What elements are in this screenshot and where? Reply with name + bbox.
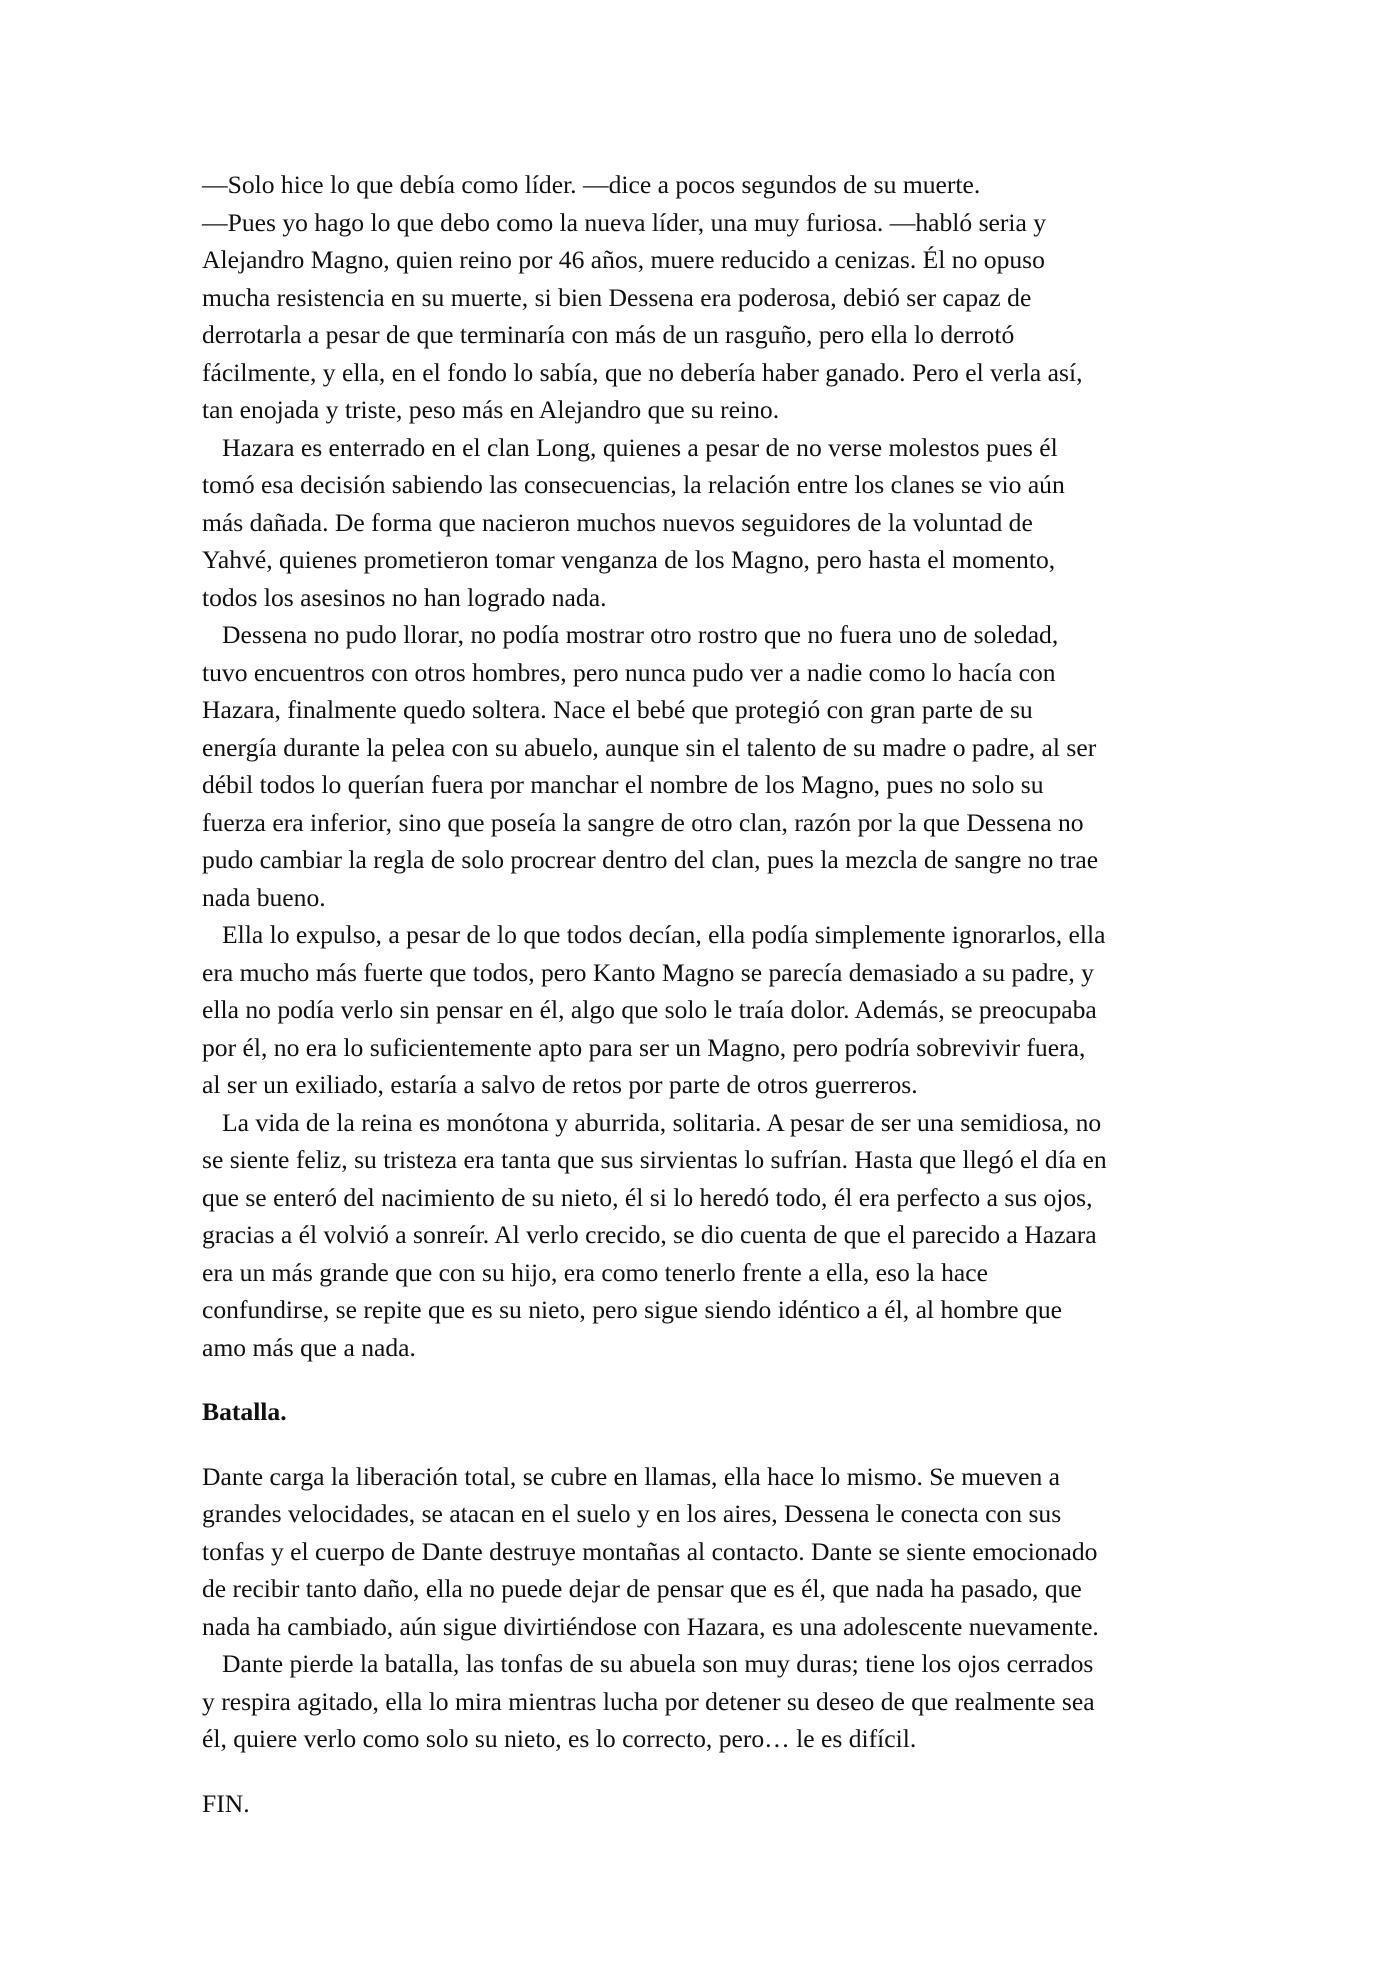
text-line: tan enojada y triste, peso más en Alejandro que su reino.	[202, 395, 780, 424]
text-line: por él, no era lo suficientemente apto para ser un Magno, pero podría sobrevivir fuera,	[202, 1032, 1086, 1062]
text-line: de recibir tanto daño, ella no puede dejar de pensar que es él, que nada ha pasado, que	[202, 1574, 1082, 1603]
text-line: —Pues yo hago lo que debo como la nueva líder, una muy furiosa. —habló seria y	[202, 207, 1047, 237]
text-line: fácilmente, y ella, en el fondo lo sabía, que no debería haber ganado. Pero el verla así,	[202, 357, 1083, 387]
text-line: y respira agitado, ella lo mira mientras lucha por detener su deseo de que realmente sea	[202, 1686, 1095, 1716]
text-line: al ser un exiliado, estaría a salvo de retos por parte de otros guerreros.	[202, 1070, 918, 1099]
text-line: Hazara es enterrado en el clan Long, quienes a pesar de no verse molestos pues él	[222, 432, 1058, 462]
paragraph-spacer	[202, 1366, 1212, 1393]
text-line: era mucho más fuerte que todos, pero Kanto Magno se parecía demasiado a su padre, y	[202, 957, 1094, 987]
text-line: Ella lo expulso, a pesar de lo que todos decían, ella podía simplemente ignorarlos, ella	[222, 920, 1106, 949]
text-line: La vida de la reina es monótona y aburrida, solitaria. A pesar de ser una semidiosa, no	[222, 1107, 1102, 1137]
text-line: más dañada. De forma que nacieron muchos nuevos seguidores de la voluntad de	[202, 507, 1033, 537]
text-line: pudo cambiar la regla de solo procrear dentro del clan, pues la mezcla de sangre no trae	[202, 845, 1099, 874]
section-heading: Batalla.	[202, 1397, 287, 1426]
text-line: tonfas y el cuerpo de Dante destruye montañas al contacto. Dante se siente emocionado	[202, 1536, 1098, 1566]
text-line: energía durante la pelea con su abuelo, aunque sin el talento de su madre o padre, al ser	[202, 732, 1097, 762]
text-line: confundirse, se repite que es su nieto, pero sigue siendo idéntico a él, al hombre que	[202, 1295, 1062, 1324]
text-line: todos los asesinos no han logrado nada.	[202, 582, 607, 612]
text-line: Dessena no pudo llorar, no podía mostrar otro rostro que no fuera uno de soledad,	[222, 620, 1059, 649]
text-line: Hazara, finalmente quedo soltera. Nace el bebé que protegió con gran parte de su	[202, 695, 1033, 724]
text-line: amo más que a nada.	[202, 1332, 416, 1362]
text-line: mucha resistencia en su muerte, si bien Dessena era poderosa, debió ser capaz de	[202, 282, 1032, 312]
text-line: derrotarla a pesar de que terminaría con más de un rasguño, pero ella lo derrotó	[202, 320, 1015, 349]
text-line: Dante pierde la batalla, las tonfas de su abuela son muy duras; tiene los ojos cerrados	[222, 1649, 1094, 1678]
text-line: tomó esa decisión sabiendo las consecuencias, la relación entre los clanes se vio aún	[202, 470, 1065, 499]
text-line: —Solo hice lo que debía como líder. —dice a pocos segundos de su muerte.	[202, 170, 981, 199]
text-line: grandes velocidades, se atacan en el suelo y en los aires, Dessena le conecta con sus	[202, 1499, 1062, 1528]
paragraph-spacer	[202, 1431, 1212, 1458]
text-line: él, quiere verlo como solo su nieto, es lo correcto, pero… le es difícil.	[202, 1724, 917, 1753]
text-line: tuvo encuentros con otros hombres, pero nunca pudo ver a nadie como lo hacía con	[202, 657, 1056, 687]
text-line: gracias a él volvió a sonreír. Al verlo crecido, se dio cuenta de que el parecido a Hazara	[202, 1220, 1097, 1249]
paragraph-spacer	[202, 1758, 1212, 1785]
text-line: nada bueno.	[202, 882, 326, 912]
text-line: Yahvé, quienes prometieron tomar venganza de los Magno, pero hasta el momento,	[202, 545, 1056, 574]
text-line: nada ha cambiado, aún sigue divirtiéndose con Hazara, es una adolescente nuevamente.	[202, 1611, 1099, 1641]
text-line: débil todos lo querían fuera por manchar el nombre de los Magno, pues no solo su	[202, 770, 1044, 799]
text-line: se siente feliz, su tristeza era tanta que sus sirvientas lo sufrían. Hasta que llegó el día en	[202, 1145, 1107, 1174]
text-line: fuerza era inferior, sino que poseía la sangre de otro clan, razón por la que Dessena no	[202, 807, 1084, 837]
document-body	[202, 166, 1212, 1822]
text-line: era un más grande que con su hijo, era como tenerlo frente a ella, eso la hace	[202, 1257, 988, 1287]
ending-text: FIN.	[202, 1788, 250, 1818]
text-line: ella no podía verlo sin pensar en él, algo que solo le traía dolor. Además, se preocupaba	[202, 995, 1097, 1024]
text-line: Dante carga la liberación total, se cubre en llamas, ella hace lo mismo. Se mueven a	[202, 1461, 1061, 1491]
text-line: que se enteró del nacimiento de su nieto, él si lo heredó todo, él era perfecto a sus ojos,	[202, 1182, 1093, 1212]
text-line: Alejandro Magno, quien reino por 46 años, muere reducido a cenizas. Él no opuso	[202, 245, 1045, 274]
